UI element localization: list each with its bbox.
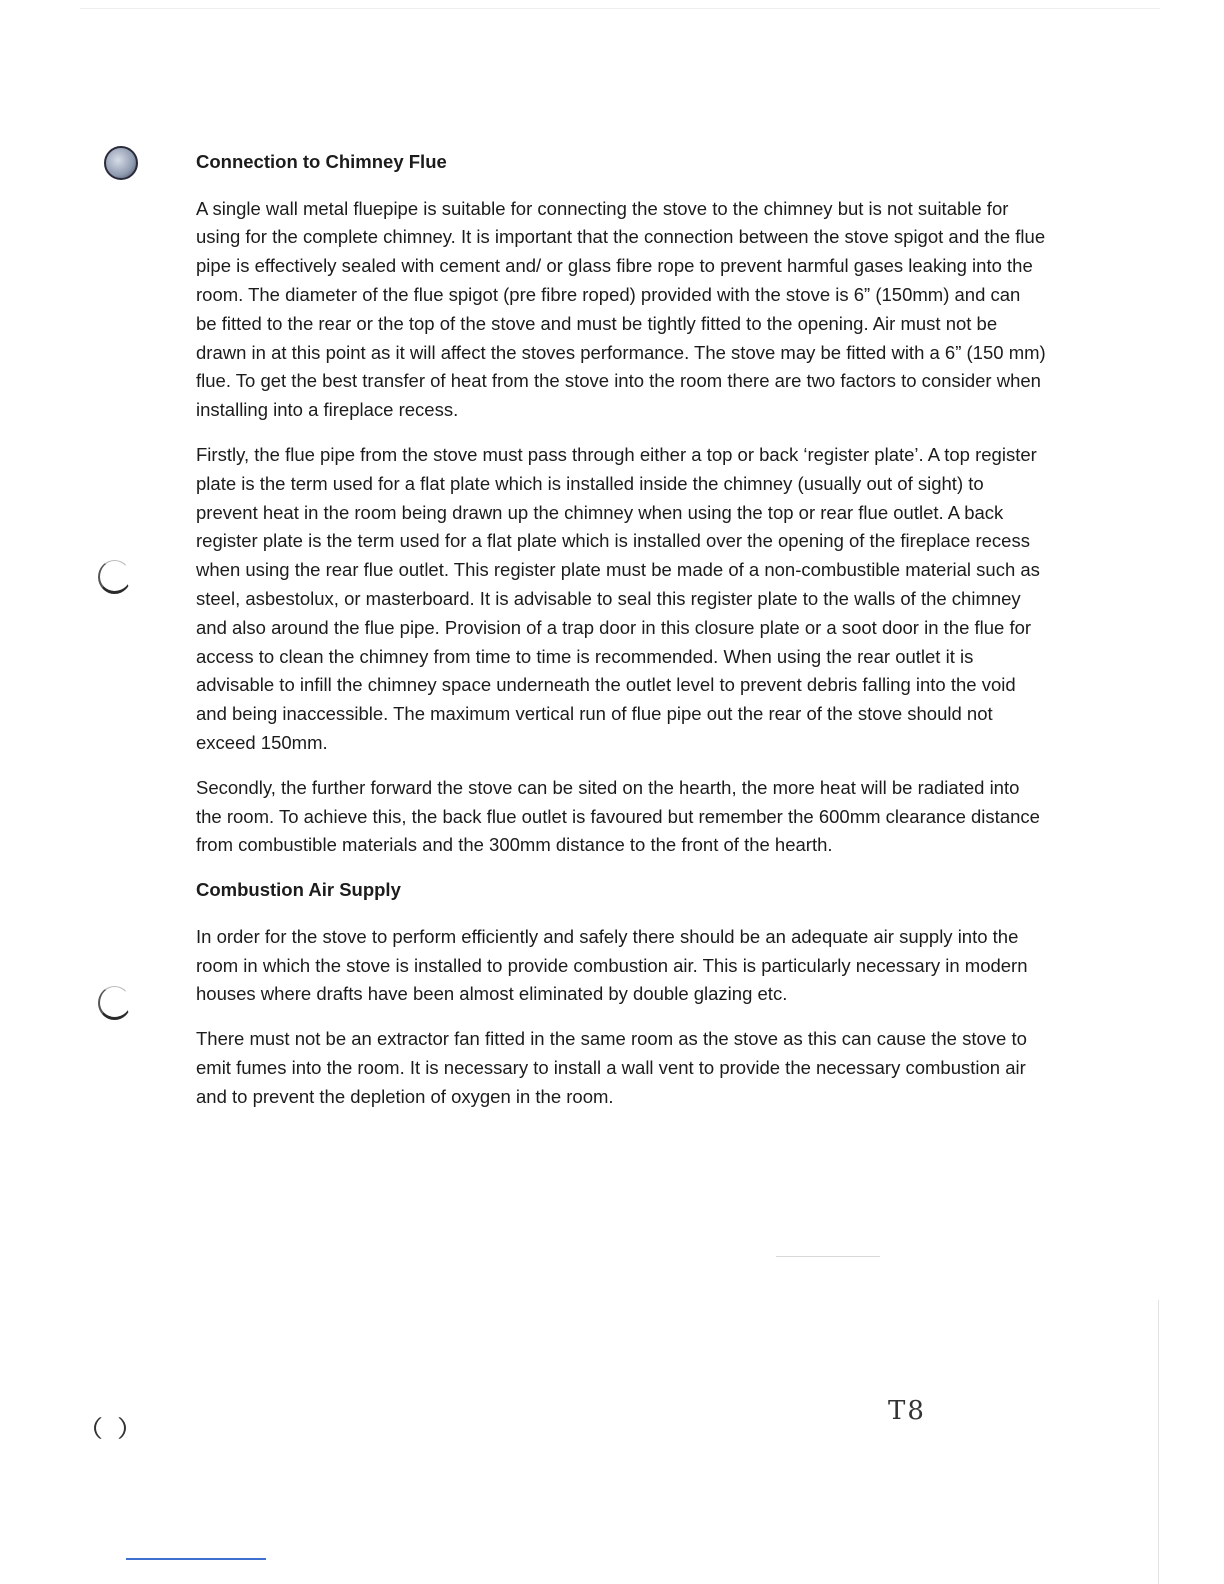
bottom-rule: [126, 1558, 266, 1560]
punch-hole-icon: [104, 146, 138, 180]
paragraph: There must not be an extractor fan fitted in the same room as the stove as this can cause the stove to emit fumes into the room. It is necessary to install a wall vent to provide the necessary combustion air and to prevent the depletion of oxygen in the room.: [196, 1028, 1027, 1107]
scan-edge-top: [80, 8, 1160, 9]
paragraph: In order for the stove to perform efficiently and safely there should be an adequate air supply into the room in which the stove is installed to provide combustion air. This is particularly necessary in modern houses where drafts have been almost eliminated by double glazing etc.: [196, 925, 1028, 1005]
punch-hole-icon: [98, 986, 131, 1020]
page-number: T8: [888, 1396, 926, 1426]
scan-edge-right: [1158, 1300, 1159, 1584]
punch-hole-icon: [98, 560, 131, 594]
punch-hole-icon: [94, 1414, 126, 1442]
section-heading: Connection to Chimney Flue: [196, 151, 447, 172]
document-body: [196, 148, 1046, 1128]
paragraph: A single wall metal fluepipe is suitable for connecting the stove to the chimney but is not suitable for using for the complete chimney. It is important that the connection between the stove spigot and the flue pipe is effectively sealed with cement and/ or glass fibre rope to prevent harmful gases leaking into the room. The diameter of the flue spigot (pre fibre roped) provided with the stove is 6” (150mm) and can be fitted to the rear or the top of the stove and must be tightly fitted to the opening. Air must not be drawn in at this point as it will affect the stoves performance. The stove may be fitted with a 6” (150 mm) flue. To get the best transfer of heat from the stove into the room there are two factors to consider when installing into a fireplace recess.: [196, 197, 1046, 421]
section-heading: Combustion Air Supply: [196, 879, 401, 901]
section-combustion-air: [196, 876, 1046, 1111]
paragraph: Firstly, the flue pipe from the stove must pass through either a top or back ‘register plate’. A top register plate is the term used for a flat plate which is installed inside the chimney (usually out of sight) to prevent heat in the room being drawn up the chimney when using the top or rear flue outlet. A back register plate is the term used for a flat plate which is installed over the opening of the fireplace recess when using the rear flue outlet. This register plate must be made of a non-combustible material such as steel, asbestolux, or masterboard. It is advisable to seal this register plate to the walls of the chimney and also around the flue pipe. Provision of a trap door in this closure plate or a soot door in the flue for access to clean the chimney from time to time is recommended. When using the rear outlet it is advisable to infill the chimney space underneath the outlet level to prevent debris falling into the void and being inaccessible. The maximum vertical run of flue pipe out the rear of the stove should not exceed 150mm.: [196, 443, 1040, 753]
scan-artifact-line: [776, 1256, 880, 1257]
paragraph: Secondly, the further forward the stove can be sited on the hearth, the more heat will be radiated into the room. To achieve this, the back flue outlet is favoured but remember the 600mm clearance distance from combustible materials and the 300mm distance to the front of the hearth.: [196, 776, 1040, 856]
section-chimney-flue: [196, 148, 1046, 860]
